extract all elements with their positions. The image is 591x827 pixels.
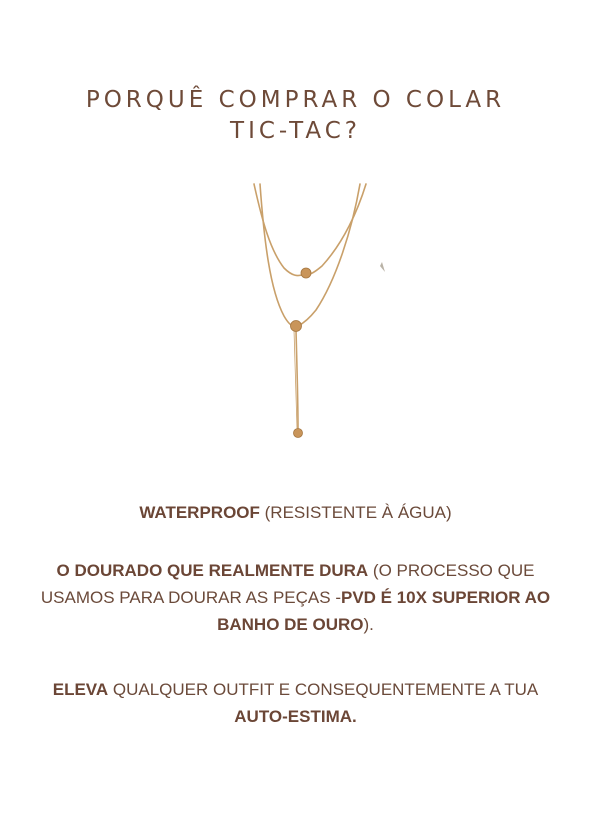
title-line-2: TIC-TAC? — [230, 118, 361, 145]
feature-outfit — [30, 676, 561, 730]
feature-pvd-bold: PVD É 10X SUPERIOR AO BANHO DE OURO — [217, 588, 551, 634]
title-line-1: PORQUÊ COMPRAR O COLAR — [85, 87, 506, 114]
feature-gold-lasts — [30, 557, 561, 638]
feature-selfesteem-bold: AUTO-ESTIMA. — [234, 707, 357, 726]
feature-gold-bold: O DOURADO QUE REALMENTE DURA — [56, 561, 369, 580]
feature-waterproof-bold: WATERPROOF — [139, 503, 260, 522]
feature-pvd-text: ). — [363, 615, 374, 634]
feature-waterproof — [30, 499, 561, 526]
gold-necklace-icon — [240, 180, 390, 450]
feature-outfit-text: QUALQUER OUTFIT E CONSEQUENTEMENTE A TUA — [108, 680, 539, 699]
page-title — [0, 85, 591, 147]
feature-waterproof-text: (RESISTENTE À ÁGUA) — [259, 503, 452, 522]
feature-gold-text: (O PROCESSO QUE USAMOS PARA DOURAR AS PEÇAS - — [40, 561, 535, 607]
feature-outfit-bold: ELEVA — [52, 680, 109, 699]
